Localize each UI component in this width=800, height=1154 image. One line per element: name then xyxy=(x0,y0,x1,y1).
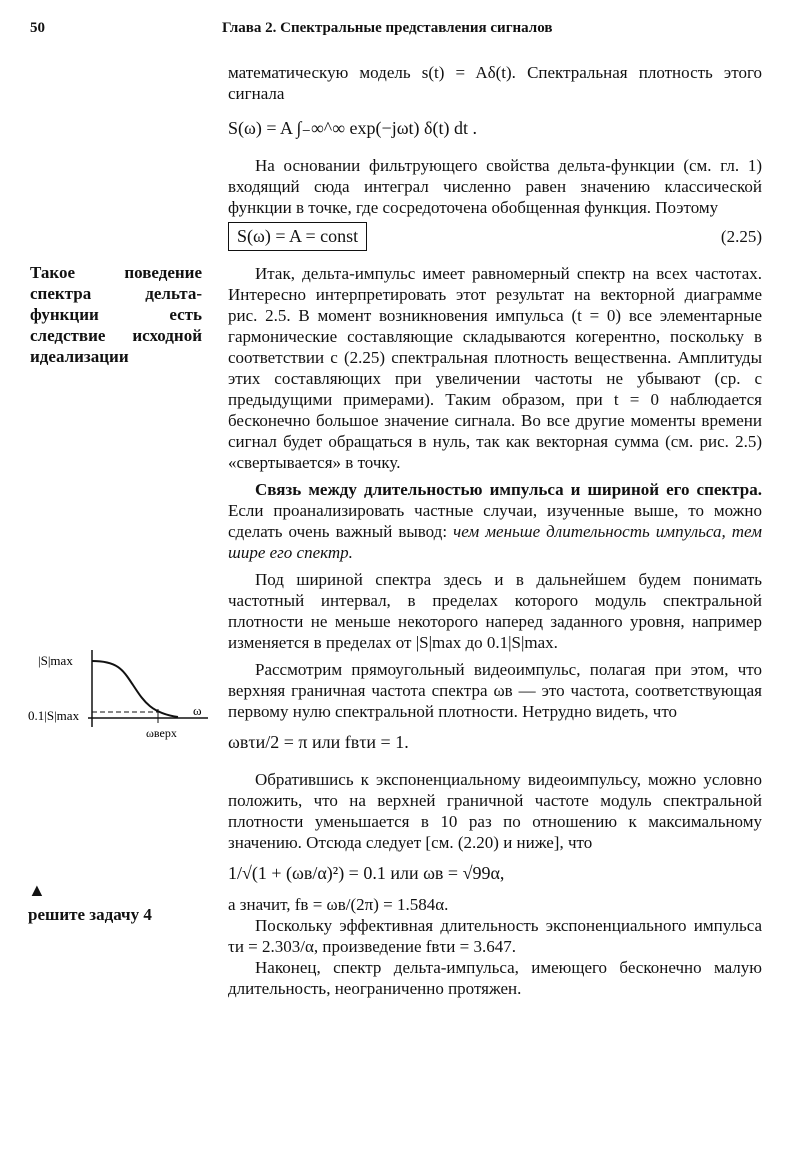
formula-rect: ωвτи/2 = π или fвτи = 1. xyxy=(228,732,409,752)
emphasis: чем меньше длительность импульса, тем шире его спектр. xyxy=(228,522,762,562)
paragraph: Наконец, спектр дельта-импульса, имеющего бесконечно малую длительность, неограниченно протяжен. xyxy=(228,958,762,998)
paragraph: На основании фильтрующего свойства дельта-функции (см. гл. 1) входящий сюда интеграл численно равен значению классической функции в точке, где сосредоточена обобщенная функция. Поэтому xyxy=(228,156,762,217)
label-01: 0.1|S|max xyxy=(28,708,80,723)
label-omega: ω xyxy=(193,703,202,718)
formula-exp: 1/√(1 + (ωв/α)²) = 0.1 или ωв = √99α, xyxy=(228,863,505,883)
label-omega-verh: ωверх xyxy=(146,726,177,740)
label-max: |S|max xyxy=(38,653,73,668)
spectrum-curve xyxy=(92,661,178,717)
section-heading: Связь между длительностью импульса и шириной его спектра. xyxy=(255,480,762,499)
margin-note: Такое поведение спектра дельта-функции есть следствие исходной идеализации xyxy=(30,263,202,366)
equation-number: (2.25) xyxy=(720,227,762,246)
paragraph-text: Если проанализировать частные случаи, изученные выше, то можно сделать очень важный вывод: xyxy=(228,501,762,541)
paragraph: Итак, дельта-импульс имеет равномерный спектр на всех частотах. Интересно интерпретировать этот результат на векторной диаграмме рис. 2.5. В момент возникновения импульса (t = 0) все элементарные гармонические составляющие складываются когерентно, поскольку в соответствии с (2.25) спектральная плотность вещественна. Амплитуды этих составляющих при увеличении частоты не убывают (ср. с предыдущими примерами). Таким образом, при t = 0 наблюдается бесконечно большое значение сигнала. Во все другие моменты времени сигнал будет обращаться в нуль, так как векторная сумма (см. рис. 2.5) «свертывается» в точку. xyxy=(228,264,762,472)
paragraph: Под шириной спектра здесь и в дальнейшем будем понимать частотный интервал, в пределах которого модуль спектральной плотности не меньше некоторого наперед заданного уровня, например изменяется в пределах от |S|max до 0.1|S|max. xyxy=(228,570,762,652)
boxed-formula: S(ω) = A = const xyxy=(228,222,367,251)
equation-2-25 xyxy=(228,222,762,251)
spectrum-width-figure xyxy=(28,645,213,745)
main-text xyxy=(228,62,762,999)
triangle-icon: ▲ xyxy=(28,880,46,900)
paragraph: Поскольку эффективная длительность экспоненциального импульса τи = 2.303/α, произведение fвτи = 3.647. xyxy=(228,916,762,956)
page-number: 50 xyxy=(30,20,45,36)
task-label: решите задачу 4 xyxy=(28,905,152,924)
paragraph: Рассмотрим прямоугольный видеоимпульс, полагая при этом, что верхняя граничная частота спектра ωв — это частота, соответствующая первому нулю спектральной плотности. Нетрудно видеть, что xyxy=(228,660,762,721)
formula-integral: S(ω) = A ∫₋∞^∞ exp(−jωt) δ(t) dt . xyxy=(228,118,478,138)
paragraph: Обратившись к экспоненциальному видеоимпульсу, можно условно положить, что на верхней граничной частоте модуль спектральной плотности уменьшается в 10 раз по отношению к максимальному значению. Отсюда следует [см. (2.20) и ниже], что xyxy=(228,770,762,852)
task-hint xyxy=(28,880,152,925)
paragraph: а значит, fв = ωв/(2π) = 1.584α. xyxy=(228,895,449,914)
paragraph: математическую модель s(t) = Aδ(t). Спектральная плотность этого сигнала xyxy=(228,63,762,103)
running-head: Глава 2. Спектральные представления сигналов xyxy=(222,20,553,36)
paragraph xyxy=(228,479,762,563)
